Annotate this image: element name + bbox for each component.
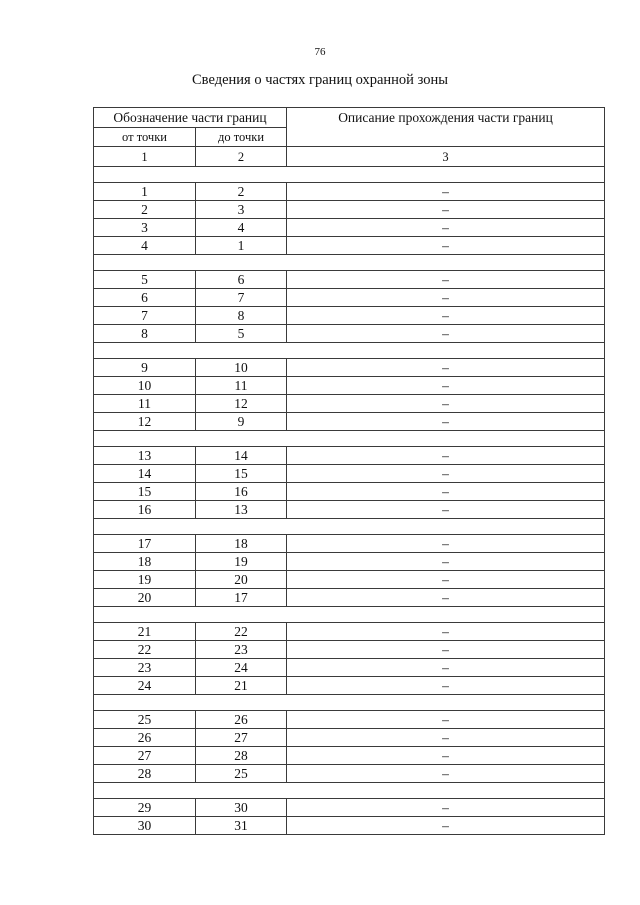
- group-separator-cell: [94, 607, 605, 623]
- column-number: 1: [94, 147, 196, 167]
- table-row: [94, 201, 605, 219]
- to-point-cell: 2: [196, 183, 287, 201]
- description-cell: –: [287, 483, 605, 501]
- boundary-parts-table: [93, 107, 605, 835]
- to-point-cell: 27: [196, 729, 287, 747]
- table-row: [94, 271, 605, 289]
- header-description: Описание прохождения части границ: [287, 108, 605, 147]
- to-point-cell: 15: [196, 465, 287, 483]
- from-point-cell: 15: [94, 483, 196, 501]
- to-point-cell: 6: [196, 271, 287, 289]
- description-cell: –: [287, 219, 605, 237]
- column-number: 2: [196, 147, 287, 167]
- table-row: [94, 641, 605, 659]
- description-cell: –: [287, 395, 605, 413]
- to-point-cell: 9: [196, 413, 287, 431]
- to-point-cell: 7: [196, 289, 287, 307]
- description-cell: –: [287, 711, 605, 729]
- group-separator-cell: [94, 343, 605, 359]
- table-row: [94, 553, 605, 571]
- group-separator-cell: [94, 519, 605, 535]
- from-point-cell: 21: [94, 623, 196, 641]
- to-point-cell: 10: [196, 359, 287, 377]
- from-point-cell: 13: [94, 447, 196, 465]
- table-row: [94, 747, 605, 765]
- to-point-cell: 30: [196, 799, 287, 817]
- group-separator-row: [94, 695, 605, 711]
- description-cell: –: [287, 201, 605, 219]
- table-row: [94, 765, 605, 783]
- table-body: [94, 108, 605, 835]
- table-row: [94, 589, 605, 607]
- description-cell: –: [287, 359, 605, 377]
- table-row: [94, 571, 605, 589]
- description-cell: –: [287, 271, 605, 289]
- group-separator-row: [94, 783, 605, 799]
- table-row: [94, 307, 605, 325]
- description-cell: –: [287, 623, 605, 641]
- to-point-cell: 8: [196, 307, 287, 325]
- from-point-cell: 19: [94, 571, 196, 589]
- to-point-cell: 26: [196, 711, 287, 729]
- to-point-cell: 23: [196, 641, 287, 659]
- description-cell: –: [287, 183, 605, 201]
- description-cell: –: [287, 747, 605, 765]
- description-cell: –: [287, 765, 605, 783]
- table-row: [94, 501, 605, 519]
- from-point-cell: 9: [94, 359, 196, 377]
- to-point-cell: 5: [196, 325, 287, 343]
- from-point-cell: 29: [94, 799, 196, 817]
- header-boundary-designation: Обозначение части границ: [94, 108, 287, 128]
- to-point-cell: 16: [196, 483, 287, 501]
- table-row: [94, 447, 605, 465]
- group-separator-row: [94, 255, 605, 271]
- group-separator-cell: [94, 255, 605, 271]
- table-row: [94, 377, 605, 395]
- page-number: 76: [314, 46, 326, 58]
- to-point-cell: 19: [196, 553, 287, 571]
- description-cell: –: [287, 535, 605, 553]
- description-cell: –: [287, 571, 605, 589]
- from-point-cell: 28: [94, 765, 196, 783]
- from-point-cell: 6: [94, 289, 196, 307]
- from-point-cell: 2: [94, 201, 196, 219]
- from-point-cell: 30: [94, 817, 196, 835]
- to-point-cell: 13: [196, 501, 287, 519]
- description-cell: –: [287, 237, 605, 255]
- to-point-cell: 25: [196, 765, 287, 783]
- table-row: [94, 817, 605, 835]
- to-point-cell: 4: [196, 219, 287, 237]
- table-row: [94, 729, 605, 747]
- table-row: [94, 535, 605, 553]
- to-point-cell: 22: [196, 623, 287, 641]
- from-point-cell: 5: [94, 271, 196, 289]
- from-point-cell: 12: [94, 413, 196, 431]
- description-cell: –: [287, 553, 605, 571]
- from-point-cell: 4: [94, 237, 196, 255]
- from-point-cell: 22: [94, 641, 196, 659]
- table-row: [94, 677, 605, 695]
- description-cell: –: [287, 817, 605, 835]
- description-cell: –: [287, 413, 605, 431]
- group-separator-cell: [94, 167, 605, 183]
- from-point-cell: 8: [94, 325, 196, 343]
- to-point-cell: 28: [196, 747, 287, 765]
- from-point-cell: 11: [94, 395, 196, 413]
- to-point-cell: 17: [196, 589, 287, 607]
- description-cell: –: [287, 465, 605, 483]
- from-point-cell: 17: [94, 535, 196, 553]
- table-row: [94, 413, 605, 431]
- description-cell: –: [287, 677, 605, 695]
- group-separator-row: [94, 431, 605, 447]
- from-point-cell: 24: [94, 677, 196, 695]
- header-from-point: от точки: [94, 128, 196, 147]
- table-row: [94, 659, 605, 677]
- group-separator-row: [94, 167, 605, 183]
- group-separator-row: [94, 343, 605, 359]
- from-point-cell: 18: [94, 553, 196, 571]
- table-row: [94, 483, 605, 501]
- description-cell: –: [287, 307, 605, 325]
- from-point-cell: 3: [94, 219, 196, 237]
- to-point-cell: 12: [196, 395, 287, 413]
- header-row-group: [94, 108, 605, 128]
- group-separator-cell: [94, 431, 605, 447]
- description-cell: –: [287, 641, 605, 659]
- to-point-cell: 24: [196, 659, 287, 677]
- from-point-cell: 16: [94, 501, 196, 519]
- table-row: [94, 623, 605, 641]
- description-cell: –: [287, 377, 605, 395]
- from-point-cell: 20: [94, 589, 196, 607]
- document-title: Сведения о частях границ охранной зоны: [192, 72, 448, 88]
- table-row: [94, 325, 605, 343]
- to-point-cell: 11: [196, 377, 287, 395]
- table-row: [94, 289, 605, 307]
- table-row: [94, 183, 605, 201]
- to-point-cell: 3: [196, 201, 287, 219]
- group-separator-row: [94, 607, 605, 623]
- from-point-cell: 27: [94, 747, 196, 765]
- table-row: [94, 711, 605, 729]
- header-to-point: до точки: [196, 128, 287, 147]
- table-row: [94, 219, 605, 237]
- group-separator-cell: [94, 783, 605, 799]
- to-point-cell: 18: [196, 535, 287, 553]
- to-point-cell: 31: [196, 817, 287, 835]
- table-row: [94, 395, 605, 413]
- description-cell: –: [287, 325, 605, 343]
- column-numbers-row: [94, 147, 605, 167]
- from-point-cell: 1: [94, 183, 196, 201]
- description-cell: –: [287, 501, 605, 519]
- description-cell: –: [287, 729, 605, 747]
- to-point-cell: 21: [196, 677, 287, 695]
- table-row: [94, 237, 605, 255]
- from-point-cell: 26: [94, 729, 196, 747]
- description-cell: –: [287, 659, 605, 677]
- from-point-cell: 14: [94, 465, 196, 483]
- description-cell: –: [287, 799, 605, 817]
- description-cell: –: [287, 447, 605, 465]
- from-point-cell: 25: [94, 711, 196, 729]
- table-row: [94, 799, 605, 817]
- from-point-cell: 10: [94, 377, 196, 395]
- description-cell: –: [287, 589, 605, 607]
- to-point-cell: 1: [196, 237, 287, 255]
- group-separator-row: [94, 519, 605, 535]
- from-point-cell: 7: [94, 307, 196, 325]
- to-point-cell: 14: [196, 447, 287, 465]
- table-row: [94, 465, 605, 483]
- description-cell: –: [287, 289, 605, 307]
- to-point-cell: 20: [196, 571, 287, 589]
- from-point-cell: 23: [94, 659, 196, 677]
- column-number: 3: [287, 147, 605, 167]
- table-row: [94, 359, 605, 377]
- group-separator-cell: [94, 695, 605, 711]
